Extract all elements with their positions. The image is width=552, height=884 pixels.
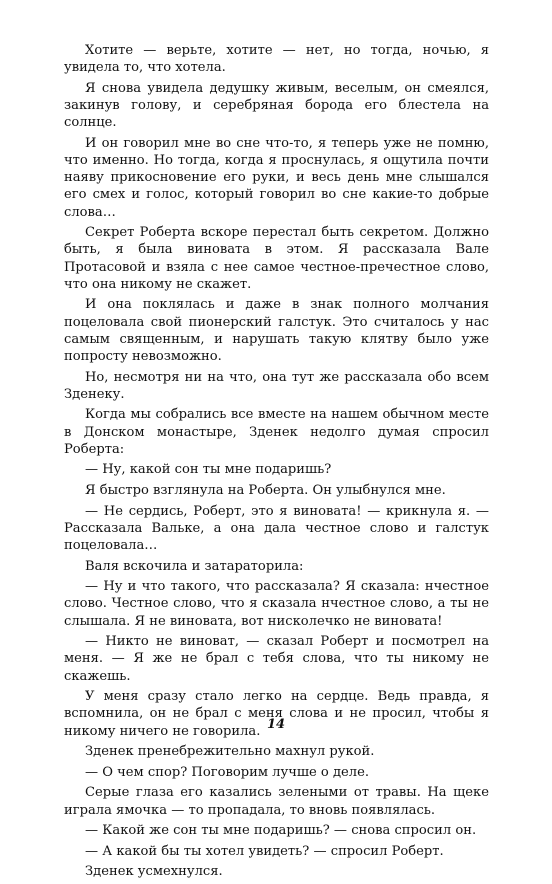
- paragraph: — Ну, какой сон ты мне подаришь?: [85, 462, 332, 478]
- paragraph: Когда мы собрались все вместе на нашем обычном месте в Донском монастыре, Зденек недолго думая спросил Роберта:: [64, 407, 489, 457]
- paragraph: — Ну и что такого, что рассказала? Я сказала: нчестное слово. Честное слово, что я сказала нчестное слово, а ты не слышала. Я не виновата, вот нисколечко не виновата!: [64, 579, 489, 629]
- paragraph: Я снова увидела дедушку живым, веселым, он смеялся, закинув голову, и серебряная борода его блестела на солнце.: [64, 80, 489, 131]
- paragraph: — Не сердись, Роберт, это я виновата! — крикнула я. — Рассказала Вальке, а она дала честное слово и галстук поцеловала…: [64, 503, 489, 553]
- paragraph: Зденек усмехнулся.: [85, 864, 223, 880]
- paragraph: Но, несмотря ни на что, она тут же рассказала обо всем Зденеку.: [64, 369, 489, 402]
- paragraph: — О чем спор? Поговорим лучше о деле.: [85, 764, 370, 780]
- paragraph: Серые глаза его казались зелеными от травы. На щеке играла ямочка — то пропадала, то вновь появлялась.: [64, 785, 489, 818]
- paragraph: Валя вскочила и затараторила:: [85, 558, 304, 574]
- paragraph: Секрет Роберта вскоре перестал быть секретом. Должно быть, я была виновата в этом. Я рассказала Вале Протасовой и взяла с нее самое честное-пречестное слово, что она никому не скажет.: [64, 225, 489, 292]
- paragraph: — А какой бы ты хотел увидеть? — спросил Роберт.: [85, 843, 444, 859]
- paragraph: У меня сразу стало легко на сердце. Ведь правда, я вспомнила, он не брал с меня слова и не просил, чтобы я никому ничего не говорила.: [64, 689, 489, 739]
- paragraph: Зденек пренебрежительно махнул рукой.: [85, 744, 375, 760]
- paragraph: Хотите — верьте, хотите — нет, но тогда, ночью, я увидела то, что хотела.: [64, 43, 489, 76]
- paragraph: Я быстро взглянула на Роберта. Он улыбнулся мне.: [85, 483, 446, 498]
- paragraph: — Никто не виноват, — сказал Роберт и посмотрел на меня. — Я же не брал с тебя слова, что ты никому не скажешь.: [64, 634, 489, 684]
- paragraph: И он говорил мне во сне что-то, я теперь уже не помню, что именно. Но тогда, когда я проснулась, я ощутила почти наяву прикосновение его руки, и весь день мне слышался его смех и голос, который говорил во сне какие-то добрые слова…: [64, 135, 489, 220]
- paragraph: И она поклялась и даже в знак полного молчания поцеловала свой пионерский галстук. Это считалось у нас самым священным, и нарушать такую клятву было уже попросту невозможно.: [64, 297, 489, 365]
- page-number: 14: [266, 717, 286, 732]
- page-text: [64, 42, 489, 884]
- paragraph: — Какой же сон ты мне подаришь? — снова спросил он.: [85, 823, 477, 839]
